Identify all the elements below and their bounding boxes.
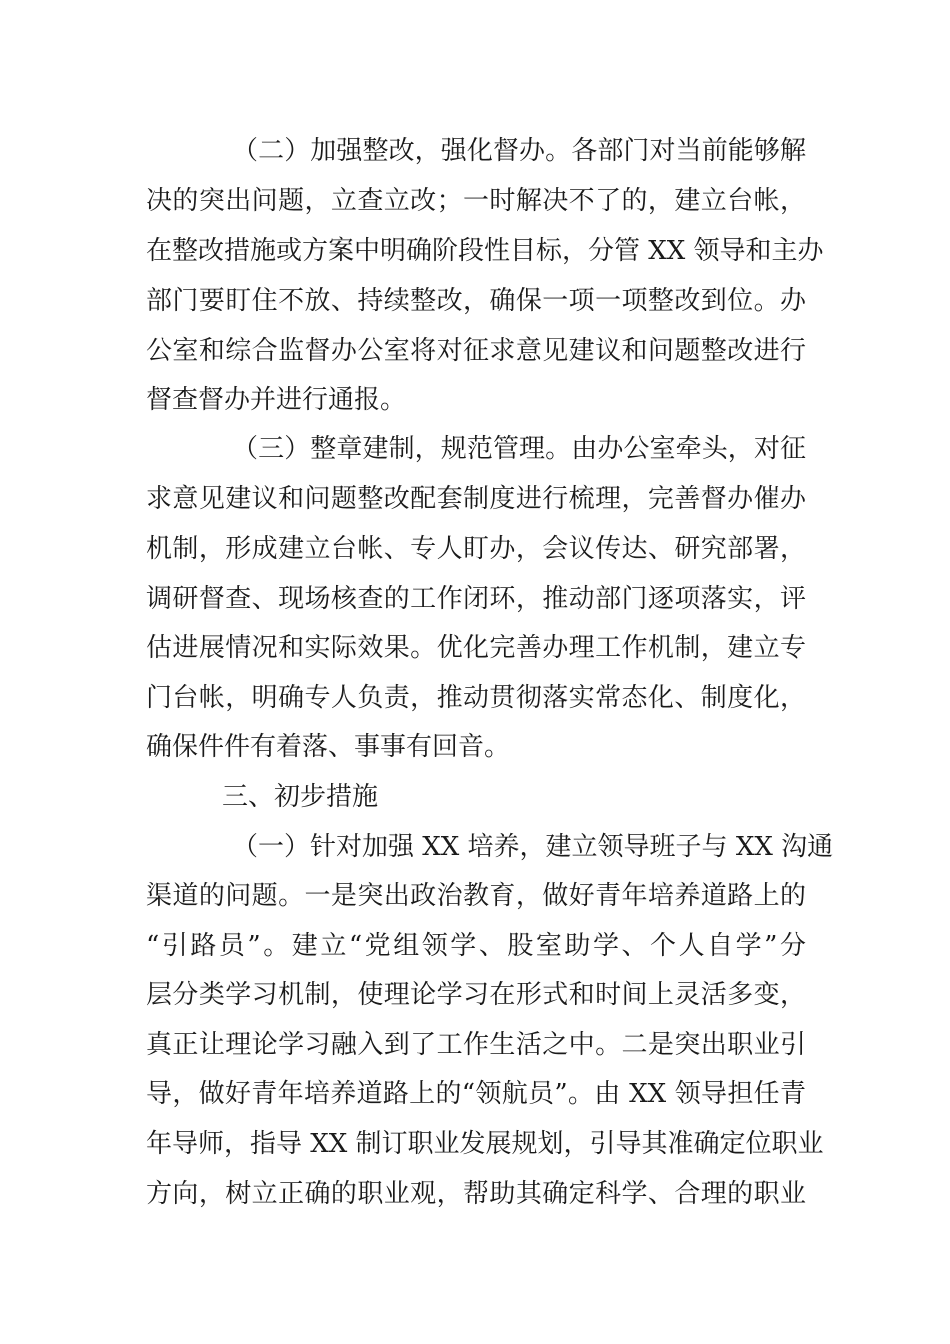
paragraph-line: 调研督查、现场核查的工作闭环，推动部门逐项落实，评	[146, 584, 806, 614]
paragraph-line: 导，做好青年培养道路上的“领航员”。由 XX 领导担任青	[146, 1079, 806, 1109]
paragraph-line: 机制，形成建立台帐、专人盯办，会议传达、研究部署，	[146, 534, 806, 564]
paragraph-line: 部门要盯住不放、持续整改，确保一项一项整改到位。办	[146, 286, 806, 316]
paragraph-line: 决的突出问题，立查立改；一时解决不了的，建立台帐，	[146, 186, 806, 216]
paragraph-line: 公室和综合监督办公室将对征求意见建议和问题整改进行	[146, 336, 806, 366]
paragraph-line: “引路员”。建立“党组领学、股室助学、个人自学”分	[146, 931, 806, 961]
paragraph-line: 在整改措施或方案中明确阶段性目标，分管 XX 领导和主办	[146, 236, 824, 266]
paragraph-line: 督查督办并进行通报。	[146, 385, 407, 415]
paragraph-line: （二）加强整改，强化督办。各部门对当前能够解	[232, 136, 806, 166]
paragraph-line: 渠道的问题。一是突出政治教育，做好青年培养道路上的	[146, 881, 806, 911]
section-heading: 三、初步措施	[222, 782, 379, 812]
paragraph-line: 门台帐，明确专人负责，推动贯彻落实常态化、制度化，	[146, 683, 806, 713]
paragraph-line: 估进展情况和实际效果。优化完善办理工作机制，建立专	[146, 633, 806, 663]
paragraph-line: 层分类学习机制，使理论学习在形式和时间上灵活多变，	[146, 980, 806, 1010]
paragraph-line: 年导师，指导 XX 制订职业发展规划，引导其准确定位职业	[146, 1129, 824, 1159]
paragraph-line: 求意见建议和问题整改配套制度进行梳理，完善督办催办	[146, 484, 806, 514]
paragraph-line: （一）针对加强 XX 培养，建立领导班子与 XX 沟通	[232, 832, 834, 862]
paragraph-line: 真正让理论学习融入到了工作生活之中。二是突出职业引	[146, 1030, 806, 1060]
paragraph-line: 确保件件有着落、事事有回音。	[146, 732, 511, 762]
paragraph-line: （三）整章建制，规范管理。由办公室牵头，对征	[232, 434, 806, 464]
paragraph-line: 方向，树立正确的职业观，帮助其确定科学、合理的职业	[146, 1179, 806, 1209]
